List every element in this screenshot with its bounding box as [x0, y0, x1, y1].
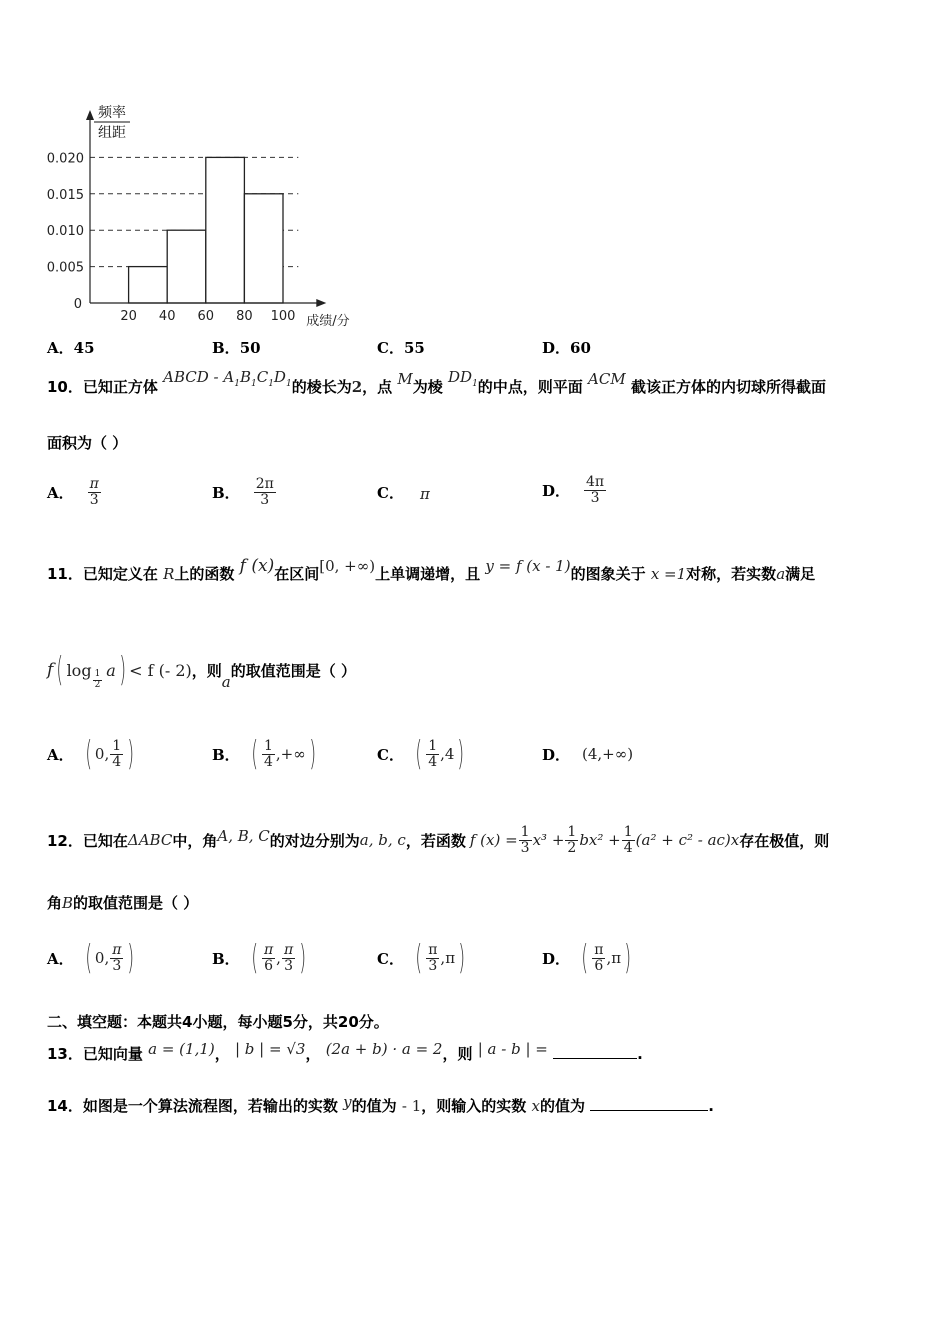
- q10-option-b[interactable]: B． $\frac{2\pi}{3}$: [212, 475, 274, 508]
- q14-stem: 14．如图是一个算法流程图，若输出的实数 y的值为 - 1，则输入的实数 x的值为 .: [47, 1093, 714, 1115]
- histogram-bar-40-60: [167, 230, 206, 303]
- x-tick-label-80: 80: [236, 309, 253, 324]
- histogram-bar-20-40: [129, 267, 168, 303]
- y-tick-label-0.015: 0.015: [46, 187, 84, 203]
- q14-answer-blank[interactable]: [590, 1096, 708, 1111]
- q10-option-d[interactable]: D． $\frac{4\pi}{3}$: [542, 473, 605, 506]
- q13-stem: 13．已知向量 a = (1,1)， | b | = √3， (2a + b) · a = 2，则 | a - b | = .: [47, 1040, 643, 1063]
- q12-option-c[interactable]: C． ( $\frac{\pi}{3}$ ,π ): [377, 938, 466, 978]
- section-2-heading: 二、填空题：本题共4小题，每小题5分，共20分。: [47, 1013, 389, 1031]
- q11-stem-line1: 11．已知定义在 R上的函数 f (x)在区间[0, +∞)上单调递增，且 y = f (x - 1)的图象关于 x =1对称，若实数a满足: [47, 556, 816, 583]
- frequency-histogram: [30, 98, 370, 328]
- x-axis-label: 成绩/分: [306, 314, 350, 328]
- q9-option-b[interactable]: B．50: [212, 339, 261, 357]
- q12-stem-line2: 角B的取值范围是（ ）: [47, 894, 199, 912]
- histogram-layer: [47, 105, 350, 328]
- x-tick-label-60: 60: [197, 309, 215, 324]
- q12-option-a[interactable]: A． ( 0, $\frac{\pi}{3}$ ): [47, 938, 135, 978]
- y-tick-label-0.020: 0.020: [46, 151, 84, 167]
- y-tick-label-0.010: 0.010: [46, 224, 84, 240]
- x-tick-label-40: 40: [158, 309, 176, 324]
- q12-option-b[interactable]: B． ( $\frac{\pi}{6}$ , $\frac{\pi}{3}$ ): [212, 938, 307, 978]
- q9-option-c[interactable]: C．55: [377, 339, 425, 357]
- q10-stem-line2: 面积为（ ）: [47, 434, 128, 452]
- q13-answer-blank[interactable]: [553, 1044, 637, 1059]
- q11-option-a[interactable]: A． ( 0, $\frac{1}{4}$ ): [47, 734, 135, 774]
- q10-option-c[interactable]: C． π: [377, 483, 430, 503]
- q12-option-d[interactable]: D． ( $\frac{\pi}{6}$ ,π ): [542, 938, 632, 978]
- x-axis-arrow: [316, 299, 326, 307]
- q11-option-d[interactable]: D． (4,+∞): [542, 745, 634, 764]
- q10-stem-line1: 10．已知正方体 ABCD - $A_1B_1C_1D_1$的棱长为2，点 M为棱 $DD_1$的中点，则平面 ACM 截该正方体的内切球所得截面: [47, 368, 826, 396]
- q9-option-d[interactable]: D．60: [542, 339, 591, 357]
- q11-option-b[interactable]: B． ( $\frac{1}{4}$ ,+∞ ): [212, 734, 316, 774]
- origin-label: 0: [73, 297, 82, 312]
- x-tick-label-20: 20: [120, 309, 137, 324]
- q11-stem-line2: f ( log $\frac{1}{2}$ a ) < f (- 2) ，则 a 的取值范围是（ ）: [47, 650, 356, 691]
- y-tick-label-0.005: 0.005: [46, 260, 84, 276]
- histogram-bar-60-80: [206, 157, 245, 303]
- q10-option-a[interactable]: A． $\frac{\pi}{3}$: [47, 475, 99, 508]
- y-label-denominator: 组距: [98, 125, 126, 141]
- q9-option-a[interactable]: A．45: [47, 339, 95, 357]
- x-tick-label-100: 100: [270, 309, 296, 324]
- y-label-numerator: 频率: [98, 105, 126, 121]
- histogram-bar-80-100: [244, 194, 283, 303]
- y-axis-arrow: [86, 110, 94, 120]
- q12-stem-line1: 12． 已知在 ΔABC 中，角 A, B, C 的对边分别为 a, b, c ，若函数 f (x) = $\frac{1}{3}$ x³ + $\frac{1}{2}$ bx² + $\frac{1}{4}$ (a² + c² - ac)x 存在极值，则: [47, 823, 830, 856]
- q11-option-c[interactable]: C． ( $\frac{1}{4}$ ,4 ): [377, 734, 465, 774]
